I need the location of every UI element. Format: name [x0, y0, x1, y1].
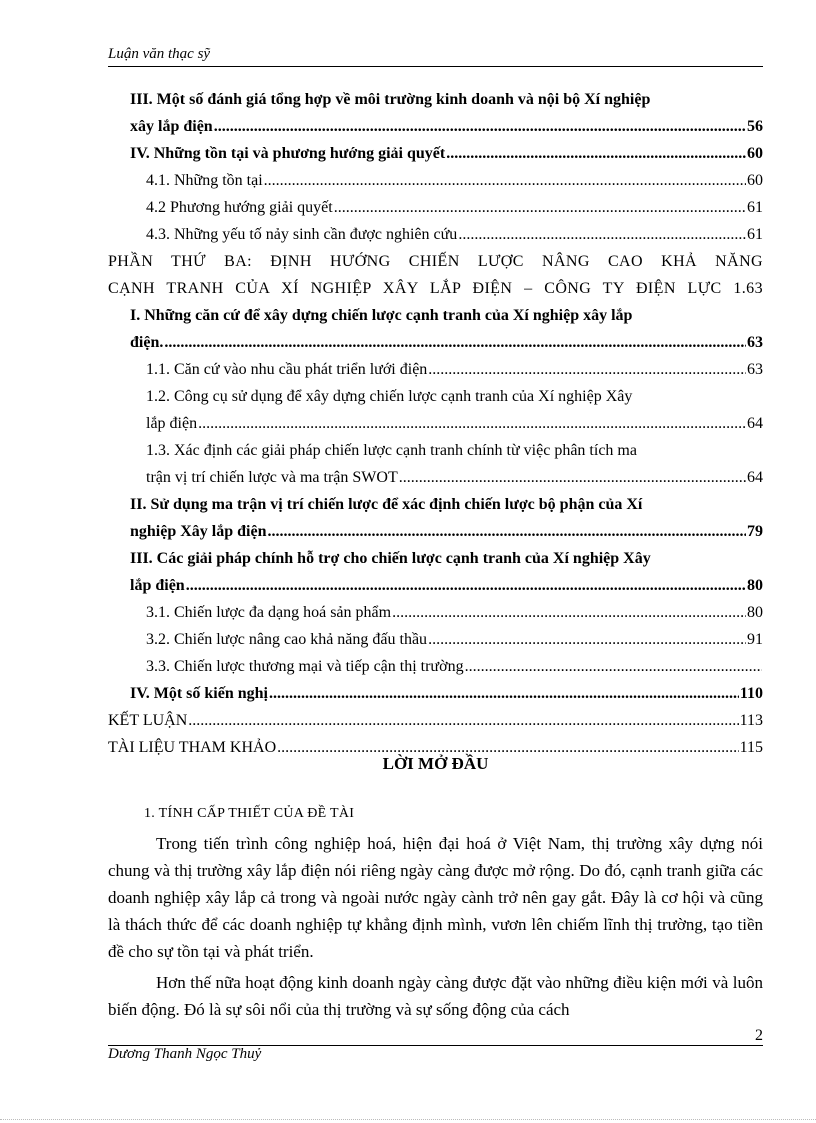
toc-entry: [108, 653, 763, 680]
toc-entry: [108, 167, 763, 194]
toc-page-number: 80: [747, 604, 763, 621]
toc-page-number: 80: [747, 577, 763, 594]
toc-entry-text: 1.2. Công cụ sử dụng để xây dựng chiến lược cạnh tranh của Xí nghiệp Xây: [146, 388, 633, 405]
toc-entry: [108, 464, 763, 491]
toc-page-number: 91: [747, 631, 763, 648]
toc-entry-text: 4.2 Phương hướng giải quyết: [146, 199, 333, 216]
toc-page-number: 113: [739, 712, 763, 729]
toc-page-number: 79: [747, 523, 763, 540]
toc-entry-text: III. Một số đánh giá tổng hợp về môi trường kinh doanh và nội bộ Xí nghiệp: [130, 91, 651, 108]
toc-entry-text: PHẦN THỨ BA: ĐỊNH HƯỚNG CHIẾN LƯỢC NÂNG CAO KHẢ NĂNG: [108, 253, 763, 270]
toc-entry-text: lắp điện: [130, 577, 185, 594]
running-footer: Dương Thanh Ngọc Thuỷ: [108, 1046, 262, 1062]
toc-page-number: 110: [739, 685, 763, 702]
toc-entry-text: KẾT LUẬN: [108, 712, 188, 729]
toc-entry-text: điện.: [130, 334, 164, 351]
toc-page-number: 115: [739, 739, 763, 756]
toc-entry: [108, 680, 763, 707]
paragraph: Hơn thế nữa hoạt động kinh doanh ngày càng được đặt vào những điều kiện mới và luôn biến động. Đó là sự sôi nổi của thị trường và sự sống động của cách: [108, 973, 763, 1019]
toc-entry-text: 3.2. Chiến lược nâng cao khả năng đấu thầu: [146, 631, 428, 648]
toc-page-number: 63: [747, 334, 763, 351]
toc-entry: [108, 707, 763, 734]
toc-entry-text: CẠNH TRANH CỦA XÍ NGHIỆP XÂY LẮP ĐIỆN – CÔNG TY ĐIỆN LỰC 1.63: [108, 280, 763, 297]
toc-entry: [108, 113, 763, 140]
toc-entry-text: xây lắp điện: [130, 118, 213, 135]
running-header: Luận văn thạc sỹ: [108, 46, 763, 67]
body-text: [108, 806, 763, 1027]
toc-entry-text: 3.1. Chiến lược đa dạng hoá sản phẩm: [146, 604, 392, 621]
toc-entry-text: TÀI LIỆU THAM KHẢO: [108, 739, 277, 756]
toc-entry-text: IV. Những tồn tại và phương hướng giải quyết: [130, 145, 446, 162]
subheading: 1. TÍNH CẤP THIẾT CỦA ĐỀ TÀI: [144, 806, 355, 821]
toc-entry: [108, 626, 763, 653]
toc-entry-text: 1.1. Căn cứ vào nhu cầu phát triển lưới điện: [146, 361, 428, 378]
toc-entry: [108, 356, 763, 383]
toc-entry: [108, 194, 763, 221]
toc-entry-text: IV. Một số kiến nghị: [130, 685, 268, 702]
toc-page-number: 63: [747, 361, 763, 378]
toc-page-number: 61: [747, 226, 763, 243]
toc-page-number: 64: [747, 415, 763, 432]
toc-entry-text: 4.3. Những yếu tố nảy sinh cần được nghiên cứu: [146, 226, 458, 243]
toc-page-number: 60: [747, 172, 763, 189]
toc-entry-text: 4.1. Những tồn tại: [146, 172, 263, 189]
page-edge-divider: [0, 1119, 816, 1120]
toc-page-number: 56: [747, 118, 763, 135]
toc-page-number: 61: [747, 199, 763, 216]
table-of-contents: [108, 86, 763, 761]
toc-entry: [108, 410, 763, 437]
section-title: LỜI MỞ ĐẦU: [382, 754, 489, 773]
toc-entry: [108, 140, 763, 167]
toc-entry-text: nghiệp Xây lắp điện: [130, 523, 267, 540]
toc-page-number: 64: [747, 469, 763, 486]
toc-entry: [108, 518, 763, 545]
page-number: 2: [108, 1027, 763, 1046]
toc-entry-text: 1.3. Xác định các giải pháp chiến lược cạnh tranh chính từ việc phân tích ma: [146, 442, 637, 459]
toc-entry: [108, 572, 763, 599]
toc-entry-text: II. Sử dụng ma trận vị trí chiến lược để xác định chiến lược bộ phận của Xí: [130, 496, 643, 513]
toc-entry-text: trận vị trí chiến lược và ma trận SWOT: [146, 469, 398, 486]
toc-entry-text: I. Những căn cứ để xây dựng chiến lược cạnh tranh của Xí nghiệp xây lắp: [130, 307, 633, 324]
toc-entry-text: 3.3. Chiến lược thương mại và tiếp cận thị trường: [146, 658, 464, 675]
toc-entry: [108, 329, 763, 356]
toc-entry-text: III. Các giải pháp chính hỗ trợ cho chiến lược cạnh tranh của Xí nghiệp Xây: [130, 550, 651, 567]
toc-entry: [108, 599, 763, 626]
toc-entry-text: lắp điện: [146, 415, 198, 432]
toc-page-number: 60: [747, 145, 763, 162]
toc-entry: [108, 221, 763, 248]
paragraph: Trong tiến trình công nghiệp hoá, hiện đại hoá ở Việt Nam, thị trường xây dựng nói chung và thị trường xây lắp điện nói riêng ngày càng được mở rộng. Do đó, cạnh tranh giữa các doanh nghiệp xây lắp cả trong và ngoài nước ngày cành trở nên gay gắt. Đây là cơ hội và cũng là thách thức để các doanh nghiệp tự khẳng định mình, vươn lên chiếm lĩnh thị trường, tạo tiền đề cho sự tồn tại và phát triển.: [108, 834, 763, 961]
